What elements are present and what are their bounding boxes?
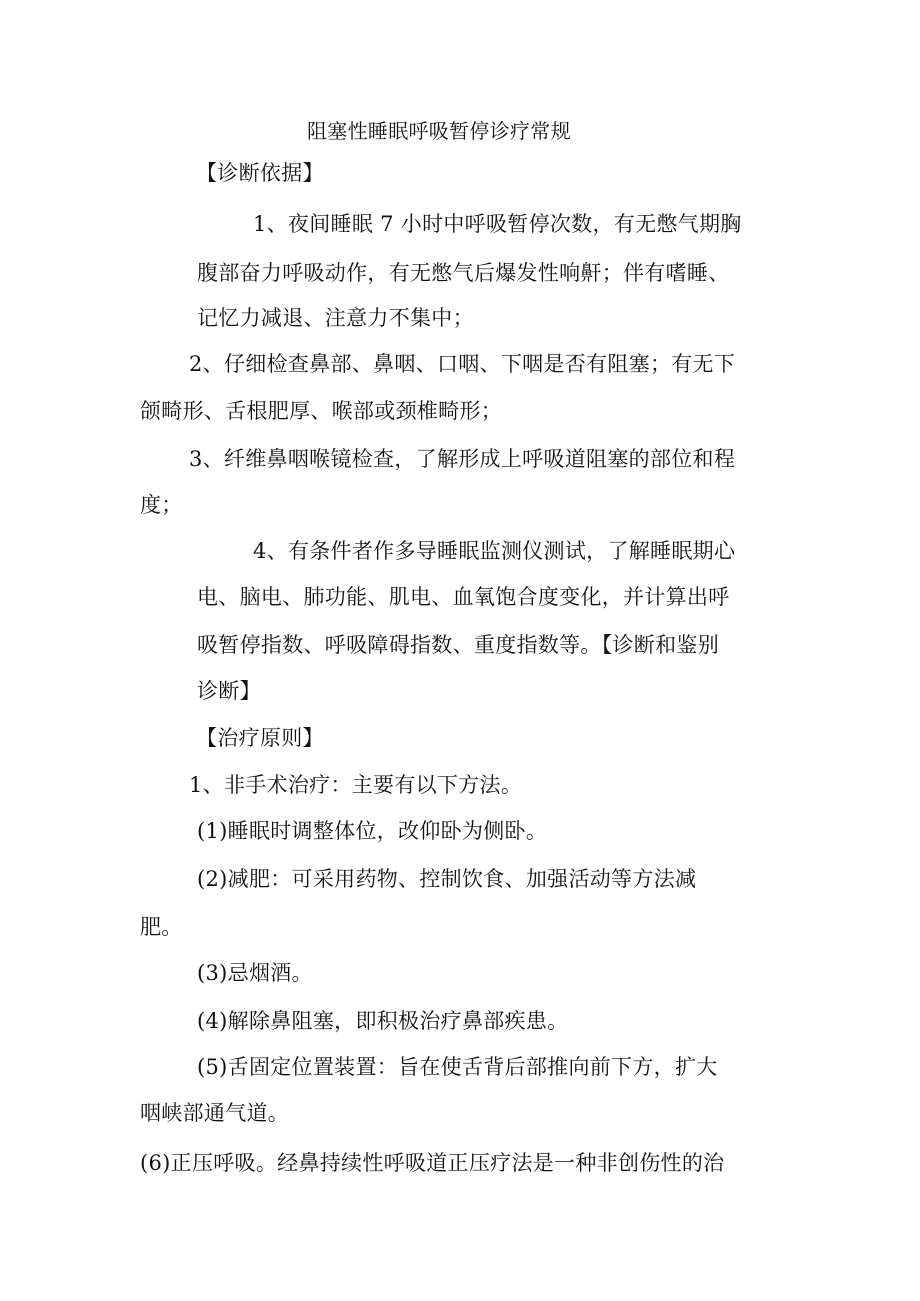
page-title: 阻塞性睡眠呼吸暂停诊疗常规 (307, 119, 571, 143)
paragraph-line: 4、有条件者作多导睡眠监测仪测试，了解睡眠期心 (253, 539, 736, 563)
section-heading-treatment: 【治疗原则】 (196, 726, 324, 750)
paragraph-line: 诊断】 (197, 679, 261, 703)
paragraph-line: (4)解除鼻阻塞，即积极治疗鼻部疾患。 (197, 1009, 569, 1033)
paragraph-line: (3)忌烟酒。 (197, 961, 313, 985)
section-heading-diagnosis: 【诊断依据】 (196, 161, 324, 185)
paragraph-line: 咽峡部通气道。 (140, 1101, 290, 1125)
paragraph-line: (5)舌固定位置装置：旨在使舌背后部推向前下方，扩大 (197, 1055, 718, 1079)
paragraph-line: 1、非手术治疗：主要有以下方法。 (189, 773, 523, 797)
paragraph-line: 腹部奋力呼吸动作，有无憋气后爆发性响鼾；伴有嗜睡、 (197, 261, 730, 285)
paragraph-line: 颌畸形、舌根肥厚、喉部或颈椎畸形； (140, 399, 503, 423)
paragraph-line: (2)减肥：可采用药物、控制饮食、加强活动等方法减 (197, 867, 697, 891)
paragraph-line: 电、脑电、肺功能、肌电、血氧饱合度变化，并计算出呼 (197, 585, 730, 609)
paragraph-line: 1、夜间睡眠 7 小时中呼吸暂停次数，有无憋气期胸 (253, 212, 742, 236)
paragraph-line: (1)睡眠时调整体位，改仰卧为侧卧。 (197, 819, 548, 843)
paragraph-line: 肥。 (140, 915, 183, 939)
paragraph-line: 3、纤维鼻咽喉镜检查，了解形成上呼吸道阻塞的部位和程 (189, 447, 736, 471)
paragraph-line: 度； (140, 493, 183, 517)
paragraph-line: 吸暂停指数、呼吸障碍指数、重度指数等。【诊断和鉴别 (197, 633, 719, 657)
paragraph-line: (6)正压呼吸。经鼻持续性呼吸道正压疗法是一种非创伤性的治 (140, 1151, 725, 1175)
paragraph-line: 2、仔细检查鼻部、鼻咽、口咽、下咽是否有阻塞；有无下 (189, 352, 736, 376)
paragraph-line: 记忆力减退、注意力不集中； (197, 306, 474, 330)
